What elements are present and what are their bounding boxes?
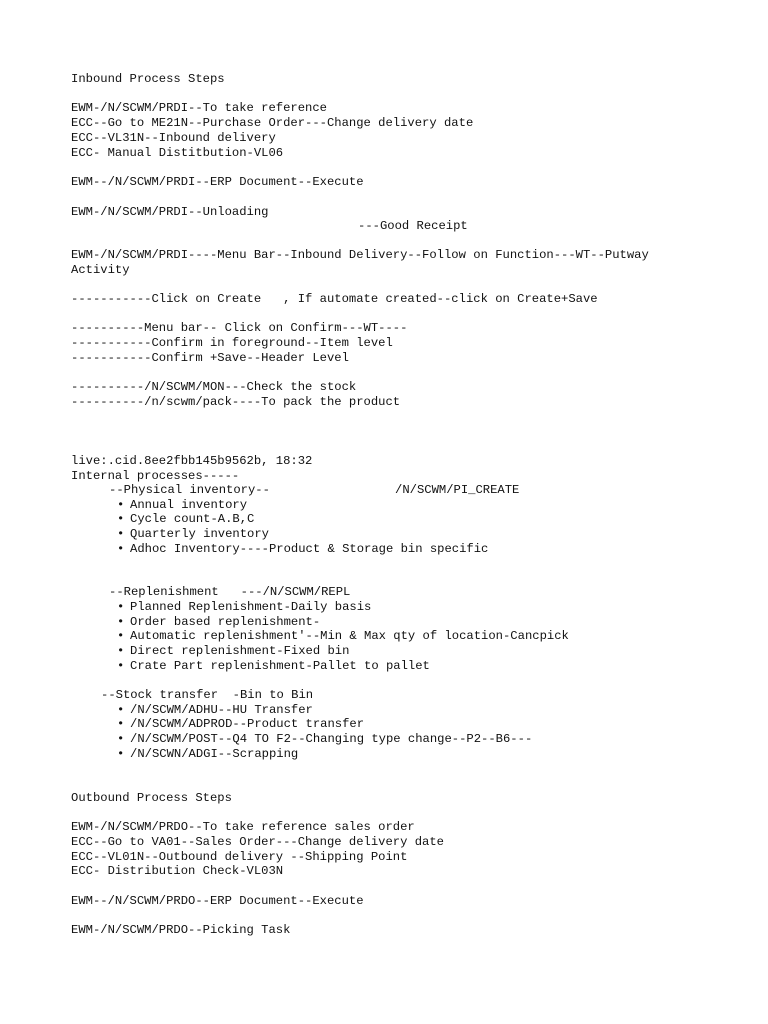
inbound-confirm: ----------Menu bar-- Click on Confirm---WT----: [71, 321, 408, 335]
physical-inventory-tcode: /N/SCWM/PI_CREATE: [395, 483, 520, 497]
stock-transfer-label: --Stock transfer -Bin to Bin: [101, 688, 314, 702]
outbound-picking: EWM-/N/SCWM/PRDO--Picking Task: [71, 923, 291, 937]
replenishment-label: --Replenishment ---/N/SCWM/REPL: [109, 585, 351, 599]
list-item: • /N/SCWN/ADGI--Scrapping: [130, 747, 298, 762]
inbound-good-receipt: ---Good Receipt: [358, 219, 468, 233]
inbound-erp-document: EWM--/N/SCWM/PRDI--ERP Document--Execute: [71, 175, 364, 189]
list-item: • Direct replenishment-Fixed bin: [130, 644, 349, 659]
inbound-step: ECC- Manual Distitbution-VL06: [71, 146, 284, 160]
outbound-step: ECC--VL01N--Outbound delivery --Shipping Point: [71, 850, 408, 864]
outbound-erp-document: EWM--/N/SCWM/PRDO--ERP Document--Execute: [71, 894, 364, 908]
list-item: • Cycle count-A.B,C: [130, 512, 254, 527]
inbound-putaway-cont: Activity: [71, 263, 130, 277]
inbound-stock: ----------/n/scwm/pack----To pack the product: [71, 395, 401, 409]
inbound-stock: ----------/N/SCWM/MON---Check the stock: [71, 380, 357, 394]
list-item: • Adhoc Inventory----Product & Storage bin specific: [130, 542, 488, 557]
inbound-step: ECC--VL31N--Inbound delivery: [71, 131, 276, 145]
inbound-step: ECC--Go to ME21N--Purchase Order---Change delivery date: [71, 116, 474, 130]
list-item: • Crate Part replenishment-Pallet to pallet: [130, 659, 430, 674]
inbound-confirm: -----------Confirm in foreground--Item level: [71, 336, 393, 350]
inbound-create: -----------Click on Create , If automate created--click on Create+Save: [71, 292, 598, 306]
list-item: • Quarterly inventory: [130, 527, 269, 542]
outbound-step: EWM-/N/SCWM/PRDO--To take reference sales order: [71, 820, 415, 834]
outbound-step: ECC--Go to VA01--Sales Order---Change delivery date: [71, 835, 444, 849]
outbound-heading: Outbound Process Steps: [71, 791, 232, 805]
inbound-confirm: -----------Confirm +Save--Header Level: [71, 351, 349, 365]
list-item: • Annual inventory: [130, 498, 247, 513]
list-item: • /N/SCWM/POST--Q4 TO F2--Changing type change--P2--B6---: [130, 732, 532, 747]
outbound-step: ECC- Distribution Check-VL03N: [71, 864, 284, 878]
physical-inventory-label: --Physical inventory--: [109, 483, 270, 497]
list-item: • /N/SCWM/ADPROD--Product transfer: [130, 717, 364, 732]
internal-heading: Internal processes-----: [71, 469, 240, 483]
inbound-step: EWM-/N/SCWM/PRDI--To take reference: [71, 101, 327, 115]
list-item: • Automatic replenishment'--Min & Max qty of location-Cancpick: [130, 629, 569, 644]
list-item: • Planned Replenishment-Daily basis: [130, 600, 371, 615]
live-reference: live:.cid.8ee2fbb145b9562b, 18:32: [71, 454, 313, 468]
inbound-heading: Inbound Process Steps: [71, 72, 225, 86]
inbound-putaway: EWM-/N/SCWM/PRDI----Menu Bar--Inbound Delivery--Follow on Function---WT--Putway: [71, 248, 649, 262]
list-item: • Order based replenishment-: [130, 615, 320, 630]
inbound-unloading: EWM-/N/SCWM/PRDI--Unloading: [71, 205, 269, 219]
list-item: • /N/SCWM/ADHU--HU Transfer: [130, 703, 313, 718]
